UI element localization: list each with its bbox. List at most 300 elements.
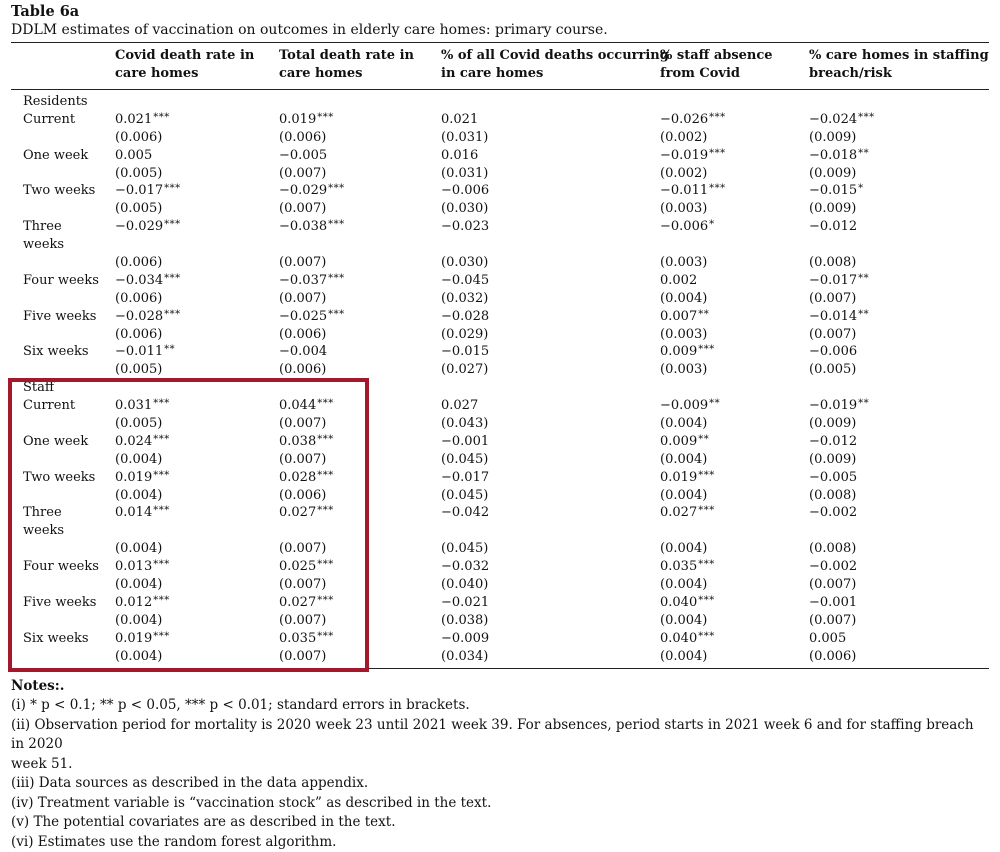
table-row <box>11 558 989 576</box>
significance-stars: *** <box>153 559 170 570</box>
estimate-value: 0.007 <box>660 309 697 324</box>
estimate <box>441 594 489 612</box>
std-error: (0.004) <box>660 290 707 308</box>
estimate-value: −0.023 <box>441 219 489 234</box>
estimate-value: 0.028 <box>279 470 316 485</box>
estimate <box>441 433 489 451</box>
row-label: Six weeks <box>23 343 89 361</box>
note-item: (ii) Observation period for mortality is 2020 week 23 until 2021 week 39. For absences, period starts in 2021 week 6 and for staffing breach in 2020 <box>11 716 989 755</box>
estimate <box>660 558 715 577</box>
estimate-value: −0.037 <box>279 273 327 288</box>
table-row <box>11 433 989 451</box>
estimate-value: 0.027 <box>279 505 316 520</box>
se-row <box>11 254 989 272</box>
significance-stars: *** <box>328 219 345 230</box>
row-label: One week <box>23 433 88 451</box>
significance-stars: ** <box>164 344 175 355</box>
estimate-value: −0.005 <box>279 148 327 163</box>
column-header-line: Covid death rate in <box>115 47 254 65</box>
std-error: (0.006) <box>279 361 326 379</box>
std-error: (0.007) <box>279 254 326 272</box>
std-error: (0.040) <box>441 576 488 594</box>
estimate <box>660 469 715 488</box>
estimate <box>809 594 857 612</box>
std-error: (0.008) <box>809 487 856 505</box>
std-error: (0.007) <box>279 612 326 630</box>
estimate-value: −0.012 <box>809 434 857 449</box>
column-header-line: care homes <box>115 65 254 83</box>
group-label: Staff <box>23 379 54 397</box>
std-error: (0.004) <box>115 487 162 505</box>
std-error: (0.006) <box>115 326 162 344</box>
estimate <box>809 558 857 576</box>
estimate <box>660 504 715 523</box>
estimate-value: −0.018 <box>809 148 857 163</box>
column-header <box>660 47 773 83</box>
estimate <box>115 433 170 452</box>
estimate-value: −0.017 <box>115 183 163 198</box>
significance-stars: *** <box>153 398 170 409</box>
note-item: (iv) Treatment variable is “vaccination stock” as described in the text. <box>11 794 989 814</box>
se-row <box>11 326 989 344</box>
significance-stars: * <box>709 219 715 230</box>
std-error: (0.007) <box>809 576 856 594</box>
std-error: (0.004) <box>660 648 707 666</box>
std-error: (0.007) <box>279 451 326 469</box>
estimate <box>809 469 857 487</box>
note-item: (vi) Estimates use the random forest algorithm. <box>11 833 989 852</box>
significance-stars: *** <box>153 505 170 516</box>
significance-stars: *** <box>317 505 334 516</box>
significance-stars: ** <box>698 309 709 320</box>
std-error: (0.006) <box>115 290 162 308</box>
estimate-value: −0.009 <box>441 631 489 646</box>
std-error: (0.009) <box>809 129 856 147</box>
significance-stars: *** <box>164 309 181 320</box>
std-error: (0.045) <box>441 540 488 558</box>
estimate <box>279 504 334 523</box>
estimate-value: 0.019 <box>115 631 152 646</box>
estimate <box>809 630 846 648</box>
row-label: weeks <box>23 236 64 254</box>
se-row <box>11 648 989 666</box>
estimate-value: 0.021 <box>115 112 152 127</box>
estimate <box>441 272 489 290</box>
estimate <box>660 147 726 166</box>
estimate <box>279 147 327 165</box>
estimate <box>115 469 170 488</box>
std-error: (0.007) <box>279 165 326 183</box>
notes-title: Notes:. <box>11 677 989 697</box>
estimate-value: −0.004 <box>279 344 327 359</box>
std-error: (0.004) <box>115 648 162 666</box>
estimate-value: 0.027 <box>279 595 316 610</box>
bottom-rule <box>11 668 989 669</box>
estimate <box>660 343 715 362</box>
estimate <box>115 111 170 130</box>
significance-stars: ** <box>858 398 869 409</box>
significance-stars: ** <box>709 398 720 409</box>
std-error: (0.029) <box>441 326 488 344</box>
estimate-value: −0.024 <box>809 112 857 127</box>
significance-stars: *** <box>317 398 334 409</box>
note-item: (iii) Data sources as described in the data appendix. <box>11 774 989 794</box>
estimate-value: 0.013 <box>115 559 152 574</box>
column-header <box>115 47 254 83</box>
significance-stars: *** <box>709 148 726 159</box>
notes-list <box>11 696 989 852</box>
significance-stars: *** <box>709 112 726 123</box>
std-error: (0.008) <box>809 540 856 558</box>
estimate <box>115 630 170 649</box>
std-error: (0.007) <box>279 200 326 218</box>
estimate-value: −0.045 <box>441 273 489 288</box>
estimate-value: −0.001 <box>809 595 857 610</box>
significance-stars: *** <box>317 434 334 445</box>
std-error: (0.038) <box>441 612 488 630</box>
column-header-line: from Covid <box>660 65 773 83</box>
std-error: (0.043) <box>441 415 488 433</box>
std-error: (0.009) <box>809 165 856 183</box>
estimate <box>809 308 869 327</box>
table-row <box>11 182 989 200</box>
estimate <box>809 218 857 236</box>
row-label: Two weeks <box>23 469 95 487</box>
estimate <box>115 397 170 416</box>
estimate <box>279 111 334 130</box>
std-error: (0.006) <box>115 129 162 147</box>
estimate <box>115 594 170 613</box>
table-row <box>11 397 989 415</box>
estimate <box>441 343 489 361</box>
std-error: (0.030) <box>441 254 488 272</box>
std-error: (0.004) <box>660 451 707 469</box>
column-header <box>441 47 669 83</box>
se-row <box>11 487 989 505</box>
estimate <box>279 218 345 237</box>
table-title: Table 6a <box>11 3 989 21</box>
estimate-value: −0.029 <box>279 183 327 198</box>
column-header <box>809 47 989 83</box>
estimate <box>441 558 489 576</box>
estimate-value: 0.005 <box>115 148 152 163</box>
std-error: (0.027) <box>441 361 488 379</box>
std-error: (0.006) <box>279 326 326 344</box>
std-error: (0.004) <box>660 415 707 433</box>
estimate <box>115 504 170 523</box>
row-label: Four weeks <box>23 272 99 290</box>
std-error: (0.004) <box>660 576 707 594</box>
significance-stars: *** <box>858 112 875 123</box>
std-error: (0.030) <box>441 200 488 218</box>
std-error: (0.005) <box>115 165 162 183</box>
significance-stars: ** <box>858 309 869 320</box>
estimate <box>441 147 478 165</box>
row-label: Current <box>23 397 75 415</box>
estimate-value: 0.040 <box>660 595 697 610</box>
estimate <box>441 504 489 522</box>
estimate-value: −0.006 <box>441 183 489 198</box>
paper-page <box>11 3 989 852</box>
estimate-value: 0.025 <box>279 559 316 574</box>
table-caption: DDLM estimates of vaccination on outcomes in elderly care homes: primary course. <box>11 21 989 39</box>
estimate <box>115 218 181 237</box>
estimate-value: 0.035 <box>660 559 697 574</box>
row-label: One week <box>23 147 88 165</box>
estimate <box>441 218 489 236</box>
std-error: (0.009) <box>809 451 856 469</box>
se-row <box>11 540 989 558</box>
std-error: (0.045) <box>441 487 488 505</box>
group-row <box>11 379 989 397</box>
std-error: (0.004) <box>115 540 162 558</box>
estimate <box>279 272 345 291</box>
estimate <box>441 111 478 129</box>
estimate <box>115 558 170 577</box>
significance-stars: *** <box>328 273 345 284</box>
std-error: (0.007) <box>809 290 856 308</box>
estimate-value: −0.006 <box>809 344 857 359</box>
significance-stars: *** <box>698 559 715 570</box>
estimate <box>809 397 869 416</box>
row-label: Five weeks <box>23 594 96 612</box>
estimate <box>809 272 869 291</box>
row-label: Five weeks <box>23 308 96 326</box>
std-error: (0.007) <box>279 290 326 308</box>
significance-stars: *** <box>698 595 715 606</box>
std-error: (0.007) <box>809 612 856 630</box>
std-error: (0.007) <box>279 576 326 594</box>
significance-stars: ** <box>858 273 869 284</box>
std-error: (0.004) <box>660 487 707 505</box>
std-error: (0.008) <box>809 254 856 272</box>
estimate-value: −0.009 <box>660 398 708 413</box>
estimate <box>279 558 334 577</box>
significance-stars: *** <box>317 112 334 123</box>
row-label: Current <box>23 111 75 129</box>
estimate <box>660 308 709 327</box>
estimate <box>441 397 478 415</box>
estimate <box>441 469 489 487</box>
table-row <box>11 504 989 522</box>
std-error: (0.003) <box>660 254 707 272</box>
se-row <box>11 451 989 469</box>
se-row <box>11 129 989 147</box>
estimate-value: 0.009 <box>660 434 697 449</box>
estimate-value: −0.012 <box>809 219 857 234</box>
estimate-value: −0.002 <box>809 505 857 520</box>
significance-stars: *** <box>698 631 715 642</box>
std-error: (0.007) <box>809 326 856 344</box>
note-item: (i) * p < 0.1; ** p < 0.05, *** p < 0.01; standard errors in brackets. <box>11 696 989 716</box>
estimate <box>279 182 345 201</box>
std-error: (0.005) <box>809 361 856 379</box>
estimate-value: 0.044 <box>279 398 316 413</box>
estimate-value: 0.038 <box>279 434 316 449</box>
std-error: (0.006) <box>279 129 326 147</box>
table-row <box>11 469 989 487</box>
significance-stars: *** <box>153 631 170 642</box>
estimate <box>279 397 334 416</box>
significance-stars: *** <box>698 344 715 355</box>
row-label: weeks <box>23 522 64 540</box>
estimate <box>809 111 875 130</box>
estimate <box>279 433 334 452</box>
se-row <box>11 361 989 379</box>
estimate-value: −0.011 <box>660 183 708 198</box>
column-header-line: breach/risk <box>809 65 989 83</box>
se-row <box>11 576 989 594</box>
std-error: (0.002) <box>660 165 707 183</box>
estimate-value: 0.019 <box>279 112 316 127</box>
estimate-value: −0.011 <box>115 344 163 359</box>
estimate-value: −0.034 <box>115 273 163 288</box>
estimate-value: −0.017 <box>441 470 489 485</box>
std-error: (0.004) <box>660 540 707 558</box>
estimate <box>660 218 715 237</box>
estimate <box>660 594 715 613</box>
estimate-value: 0.002 <box>660 273 697 288</box>
estimate-value: 0.024 <box>115 434 152 449</box>
significance-stars: *** <box>698 505 715 516</box>
table-row <box>11 236 989 254</box>
significance-stars: *** <box>317 631 334 642</box>
estimate-value: −0.006 <box>660 219 708 234</box>
std-error: (0.004) <box>660 612 707 630</box>
notes <box>11 677 989 852</box>
estimate <box>441 630 489 648</box>
std-error: (0.007) <box>279 415 326 433</box>
significance-stars: *** <box>317 470 334 481</box>
table-row <box>11 272 989 290</box>
estimate <box>660 397 720 416</box>
significance-stars: *** <box>328 309 345 320</box>
table-row <box>11 218 989 236</box>
estimate-value: −0.038 <box>279 219 327 234</box>
significance-stars: *** <box>153 470 170 481</box>
se-row <box>11 200 989 218</box>
row-label: Three <box>23 504 62 522</box>
estimate-value: 0.021 <box>441 112 478 127</box>
table-row <box>11 594 989 612</box>
std-error: (0.032) <box>441 290 488 308</box>
column-header-line: % staff absence <box>660 47 773 65</box>
estimate-value: −0.026 <box>660 112 708 127</box>
estimate <box>809 182 864 201</box>
estimate <box>279 343 327 361</box>
column-header <box>279 47 414 83</box>
column-header-line: in care homes <box>441 65 669 83</box>
table-row <box>11 308 989 326</box>
estimate <box>660 630 715 649</box>
std-error: (0.045) <box>441 451 488 469</box>
significance-stars: *** <box>153 112 170 123</box>
table-header <box>11 43 989 89</box>
estimate <box>809 343 857 361</box>
estimate <box>279 469 334 488</box>
estimate-value: −0.021 <box>441 595 489 610</box>
se-row <box>11 415 989 433</box>
std-error: (0.004) <box>115 612 162 630</box>
std-error: (0.003) <box>660 200 707 218</box>
significance-stars: *** <box>153 434 170 445</box>
estimate <box>660 272 697 290</box>
std-error: (0.004) <box>115 576 162 594</box>
estimate <box>115 182 181 201</box>
significance-stars: *** <box>164 183 181 194</box>
std-error: (0.034) <box>441 648 488 666</box>
estimate <box>115 272 181 291</box>
estimate-value: 0.012 <box>115 595 152 610</box>
significance-stars: *** <box>698 470 715 481</box>
estimate <box>115 308 181 327</box>
estimate-value: 0.014 <box>115 505 152 520</box>
std-error: (0.009) <box>809 415 856 433</box>
estimate-value: 0.027 <box>441 398 478 413</box>
significance-stars: * <box>858 183 864 194</box>
note-item: (v) The potential covariates are as described in the text. <box>11 813 989 833</box>
column-header-line: % of all Covid deaths occurring <box>441 47 669 65</box>
se-row <box>11 612 989 630</box>
std-error: (0.007) <box>279 540 326 558</box>
estimate <box>660 433 709 452</box>
estimate-value: −0.014 <box>809 309 857 324</box>
std-error: (0.005) <box>115 200 162 218</box>
se-row <box>11 290 989 308</box>
estimate-value: −0.001 <box>441 434 489 449</box>
estimate-value: 0.040 <box>660 631 697 646</box>
estimate-value: 0.035 <box>279 631 316 646</box>
significance-stars: ** <box>858 148 869 159</box>
row-label: Four weeks <box>23 558 99 576</box>
significance-stars: *** <box>164 219 181 230</box>
estimate-value: 0.027 <box>660 505 697 520</box>
estimate-value: −0.015 <box>441 344 489 359</box>
column-header-line: Total death rate in <box>279 47 414 65</box>
estimate-value: 0.031 <box>115 398 152 413</box>
table-row <box>11 343 989 361</box>
table-row <box>11 522 989 540</box>
estimate-value: 0.019 <box>660 470 697 485</box>
row-label: Two weeks <box>23 182 95 200</box>
estimate-value: −0.017 <box>809 273 857 288</box>
significance-stars: *** <box>317 559 334 570</box>
estimate <box>660 182 726 201</box>
significance-stars: *** <box>709 183 726 194</box>
estimate-value: −0.028 <box>441 309 489 324</box>
estimate-value: −0.015 <box>809 183 857 198</box>
significance-stars: *** <box>153 595 170 606</box>
estimate-value: −0.019 <box>660 148 708 163</box>
estimate-value: 0.005 <box>809 631 846 646</box>
estimate-value: −0.002 <box>809 559 857 574</box>
std-error: (0.006) <box>809 648 856 666</box>
row-label: Six weeks <box>23 630 89 648</box>
significance-stars: *** <box>317 595 334 606</box>
std-error: (0.006) <box>115 254 162 272</box>
estimate <box>279 630 334 649</box>
estimate-value: 0.016 <box>441 148 478 163</box>
estimate-value: 0.019 <box>115 470 152 485</box>
table-row <box>11 147 989 165</box>
significance-stars: *** <box>328 183 345 194</box>
std-error: (0.002) <box>660 129 707 147</box>
std-error: (0.003) <box>660 361 707 379</box>
estimate <box>115 343 175 362</box>
significance-stars: *** <box>164 273 181 284</box>
estimate <box>809 433 857 451</box>
estimate <box>115 147 152 165</box>
